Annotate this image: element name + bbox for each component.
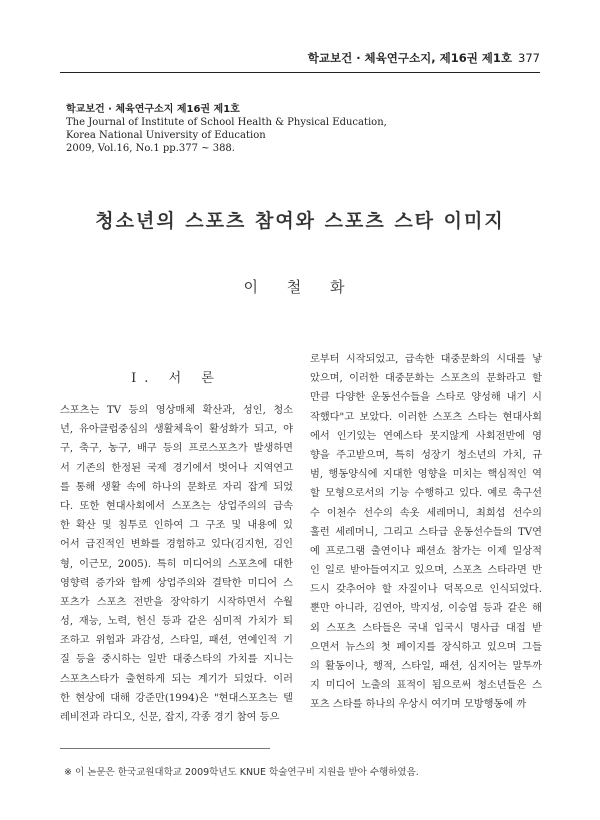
text-line: 어서 급진적인 변화를 경험하고 있다(김지헌, 김인 (60, 539, 293, 551)
text-line: 향을 주고받으며, 특히 성장기 청소년의 가치, 규 (310, 449, 542, 461)
text-line: 예 프로그램 출연이나 패션쇼 참가는 이제 일상적 (310, 545, 542, 557)
text-line: 의 활동이나, 행적, 스타일, 패션, 심지어는 말투까 (310, 661, 542, 672)
journal-korean-name: 학교보건 · 체육연구소지 제16권 제1호 (66, 104, 240, 115)
text-line: 스포츠스타가 출현하게 되는 계기가 되었다. 이러 (60, 673, 293, 685)
right-paragraph (310, 350, 542, 715)
journal-info (66, 103, 387, 155)
text-line: 포츠 스타를 하나의 우상시 여기며 모방행동에 까 (310, 699, 527, 711)
text-line: 성, 재능, 노력, 헌신 등과 같은 심미적 가치가 퇴 (60, 616, 293, 628)
left-column (60, 355, 293, 727)
text-line: 뿐만 아니라, 김연아, 박지성, 이승엽 등과 같은 해 (310, 603, 542, 615)
text-line: 포츠가 스포츠 전반을 장악하기 시작하면서 수월 (60, 596, 293, 608)
text-line: 지 미디어 노출의 표적이 됨으로써 청소년들은 스 (310, 680, 542, 692)
running-head-text: 학교보건 · 체육연구소지, 제16권 제1호 (307, 51, 513, 65)
text-line: 질 등을 중시하는 일반 대중스타의 가치를 지니는 (60, 654, 293, 666)
text-line: 한 현상에 대해 강준만(1994)은 "현대스포츠는 텔 (60, 692, 293, 704)
text-line: 외 스포츠 스타들은 국내 입국시 명사급 대접 받 (310, 622, 542, 634)
text-line: 한 확산 및 침투로 인하여 그 구조 및 내용에 있 (60, 520, 293, 532)
text-line: 스포츠는 TV 등의 영상매체 확산과, 성인, 청소 (60, 405, 293, 416)
text-line: 에서 인기있는 연예스타 못지않게 사회전반에 영 (310, 430, 542, 442)
text-line: 조하고 위험과 과감성, 스타일, 패션, 연예인적 기 (60, 635, 293, 647)
section-heading: Ⅰ. 서 론 (131, 371, 222, 386)
text-line: 았으며, 이러한 대중문화는 스포츠의 문화라고 할 (310, 373, 542, 385)
journal-institution: Korea National University of Education (66, 130, 266, 141)
right-column (310, 350, 542, 715)
text-line: 를 통해 생활 속에 하나의 문화로 자리 잡게 되었 (60, 481, 293, 493)
author-name: 이 철 화 (243, 278, 357, 296)
paper-title: 청소년의 스포츠 참여와 스포츠 스타 이미지 (95, 210, 505, 232)
journal-citation: 2009, Vol.16, No.1 pp.377 ~ 388. (66, 143, 235, 154)
text-line: 년, 유아클럽중심의 생활체육이 활성화가 되고, 야 (60, 424, 293, 436)
text-line: 작했다"고 보았다. 이러한 스포츠 스타는 현대사회 (310, 411, 542, 423)
text-line: 레비전과 라디오, 신문, 잡지, 각종 경기 참여 등으 (60, 712, 280, 723)
text-line: 형, 이근모, 2005). 특히 미디어의 스포츠에 대한 (60, 558, 293, 570)
text-line: 드시 갖추어야 할 자질이나 덕목으로 인식되었다. (310, 584, 542, 596)
text-line: 서 기존의 한정된 국제 경기에서 벗어나 지역연고 (60, 462, 293, 474)
header-rule (60, 72, 540, 73)
text-line: 로부터 시작되었고, 급속한 대중문화의 시대를 낳 (310, 354, 542, 365)
text-line: 구, 축구, 농구, 배구 등의 프로스포츠가 발생하면 (60, 443, 293, 455)
left-paragraph (60, 401, 293, 727)
text-line: 영향력 증가와 함께 상업주의와 결탁한 미디어 스 (60, 577, 293, 589)
text-line: 할 모형으로서의 기능 수행하고 있다. 예로 축구선 (310, 488, 542, 500)
page-number: 377 (518, 51, 540, 65)
journal-english-name: The Journal of Institute of School Health & Physical Education, (66, 117, 387, 128)
footnote: ※ 이 논문은 한국교원대학교 2009학년도 KNUE 학술연구비 지원을 받아 수행하였음. (64, 767, 419, 778)
text-line: 으면서 뉴스의 첫 페이지를 장식하고 있으며 그들 (310, 641, 542, 653)
text-line: 범, 행동양식에 지대한 영향을 미치는 핵심적인 역 (310, 469, 542, 481)
text-line: 훌런 세레머니, 그리고 스타급 운동선수들의 TV연 (310, 526, 542, 538)
text-line: 인 일로 받아들여지고 있으며, 스포츠 스타라면 반 (310, 565, 542, 577)
footnote-rule (60, 748, 270, 749)
text-line: 만큼 다양한 운동선수들을 스타로 양성해 내기 시 (310, 392, 542, 404)
running-head (308, 50, 540, 66)
text-line: 수 이천수 선수의 속옷 세레머니, 최희섭 선수의 (310, 507, 542, 519)
text-line: 다. 또한 현대사회에서 스포츠는 상업주의의 급속 (60, 500, 293, 512)
